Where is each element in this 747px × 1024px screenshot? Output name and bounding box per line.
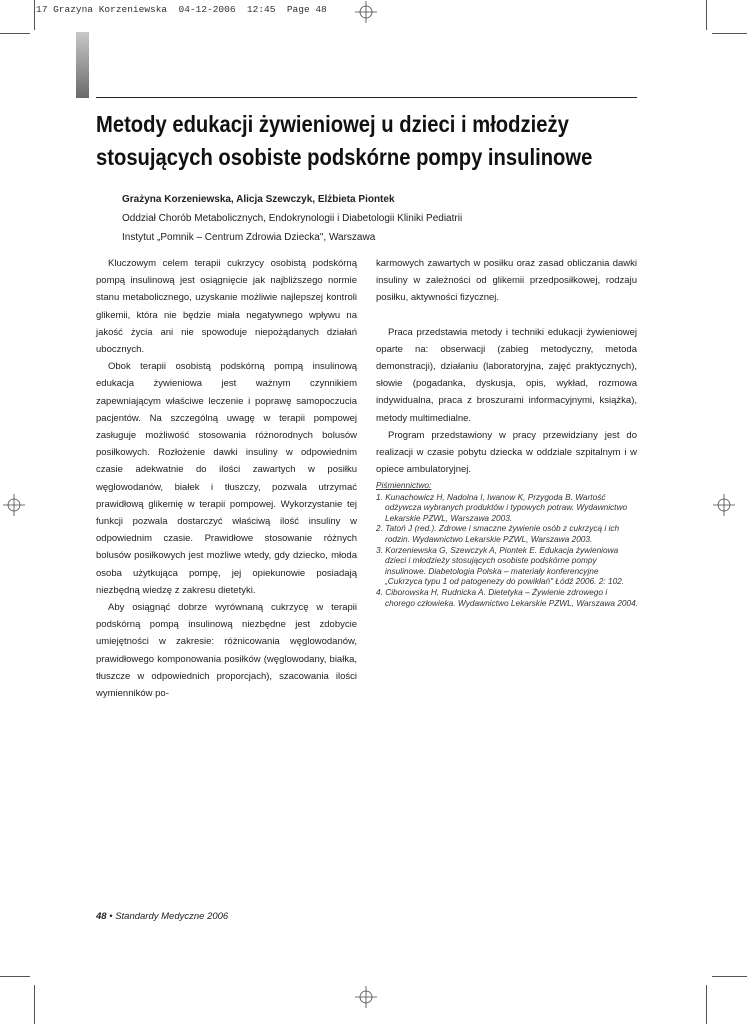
body-paragraph: Kluczowym celem terapii cukrzycy osobistą podskórną pompą insulinową jest osiągnięcie jak najbliższego normie stanu metabolicznego, uzyskanie możliwie najlepszej kontroli glikemii, która nie będzie miała negatywnego wpływu na jakość życia ani nie spowoduje niepożądanych działań ubocznych.	[96, 258, 357, 356]
article-title	[96, 108, 593, 174]
crop-mark	[706, 985, 707, 1024]
body-paragraph-continued: karmowych zawartych w posiłku oraz zasad obliczania dawki insuliny w zależności od glikemii przedposiłkowej, rodzaju posiłku, aktywności fizycznej.	[376, 258, 637, 304]
crop-mark	[706, 0, 707, 30]
body-paragraph: Aby osiągnąć dobrze wyrównaną cukrzycę w terapii podskórną pompą insulinową niezbędne jest zdobycie umiejętności w zakresie: różnicowania węglowodanów, prawidłowego komponowania posiłków (węglowodany, białka, tłuszcze w odpowiednich proporcjach), szacowania ilości wymienników po-	[96, 602, 357, 700]
page-footer	[96, 911, 228, 922]
crop-mark	[34, 0, 35, 30]
crop-mark	[34, 985, 35, 1024]
page-number: 48	[96, 911, 107, 922]
paragraph-gap	[376, 307, 637, 324]
print-slug: 17 Grazyna Korzeniewska 04-12-2006 12:45 Page 48	[36, 4, 327, 15]
body-paragraph: Praca przedstawia metody i techniki edukacji żywieniowej oparte na: obserwacji (zabieg metodyczny, metoda demonstracji), działaniu (laboratoryjna, zajęć praktycznych), słowie (pogadanka, dyskusja, opis, wykład, rozmowa indywidualna, praca z broszurami informacyjnymi, książka), metody multimedialne.	[376, 326, 637, 424]
title-rule	[96, 97, 637, 98]
references-section	[376, 480, 638, 608]
registration-mark-icon	[713, 494, 735, 516]
author-block	[122, 190, 462, 247]
crop-mark	[0, 33, 30, 34]
references-heading: Piśmiennictwo:	[376, 480, 432, 490]
body-paragraph: Obok terapii osobistą podskórną pompą insulinową edukacja żywieniowa jest ważnym czynnikiem zapewniającym właściwe leczenie i poprawę samopoczucia pacjentów. Na szczególną uwagę w terapii pompowej zasługuje możliwość stosowania różnorodnych bolusów posiłkowych. Rozłożenie dawki insuliny w odpowiednim czasie adekwatnie do ilości zawartych w posiłku węglowodanów, białek i tłuszczy, pozwala utrzymać prawidłową glikemię w terapii pompowej. Wykorzystanie tej funkcji pozwala dostarczyć właściwą ilość insuliny w odpowiednim czasie. Prawidłowe stosowanie różnych bolusów posiłkowych jest możliwe wtedy, gdy dziecko, młoda osoba użytkująca pompę, jej opiekunowie posiadają niezbędną wiedzę z zakresu dietetyki.	[96, 361, 357, 596]
references-list	[376, 492, 638, 609]
article-title-line-2: stosujących osobiste podskórne pompy insulinowe	[96, 144, 593, 170]
crop-mark	[712, 976, 747, 977]
registration-mark-icon	[3, 494, 25, 516]
reference-item: 2. Tatoń J (red.). Zdrowe i smaczne żywienie osób z cukrzycą i ich rodzin. Wydawnictwo Lekarskie PZWL, Warszawa 2003.	[376, 523, 620, 544]
reference-item: 3. Korzeniewska G, Szewczyk A, Piontek E. Edukacja żywieniowa dzieci i młodzieży stosujących osobiste podskórne pompy insulinowe. Diabetologia Polska – materiały konferencyjne „Cukrzyca typu 1 od patogenezy do powikłań" Łódź 2006. 2: 102.	[376, 544, 625, 587]
body-column-right	[376, 255, 637, 478]
crop-mark	[712, 33, 747, 34]
registration-mark-icon	[355, 986, 377, 1008]
registration-mark-icon	[355, 1, 377, 23]
section-color-bar	[76, 32, 89, 98]
author-names: Grażyna Korzeniewska, Alicja Szewczyk, Elżbieta Piontek	[122, 194, 395, 205]
affiliation-line: Oddział Chorób Metabolicznych, Endokrynologii i Diabetologii Kliniki Pediatrii	[122, 213, 463, 224]
reference-item: 1. Kunachowicz H, Nadolna I, Iwanow K, Przygoda B. Wartość odżywcza wybranych produktów i typowych potraw. Wydawnictwo Lekarskie PZWL, Warszawa 2003.	[376, 491, 628, 523]
reference-item: 4. Ciborowska H, Rudnicka A. Dietetyka – Żywienie zdrowego i chorego człowieka. Wydawnictwo Lekarskie PZWL, Warszawa 2004.	[376, 586, 639, 608]
body-paragraph: Program przedstawiony w pracy przewidziany jest do realizacji w czasie pobytu dziecka w oddziale szpitalnym i w opiece ambulatoryjnej.	[376, 429, 637, 476]
footer-separator: •	[109, 911, 113, 922]
crop-mark	[0, 976, 30, 977]
body-column-left	[96, 255, 357, 702]
article-title-line-1: Metody edukacji żywieniowej u dzieci i młodzieży	[96, 111, 569, 137]
journal-name: Standardy Medyczne 2006	[115, 911, 229, 922]
affiliation-line: Instytut „Pomnik – Centrum Zdrowia Dziecka", Warszawa	[122, 232, 376, 243]
